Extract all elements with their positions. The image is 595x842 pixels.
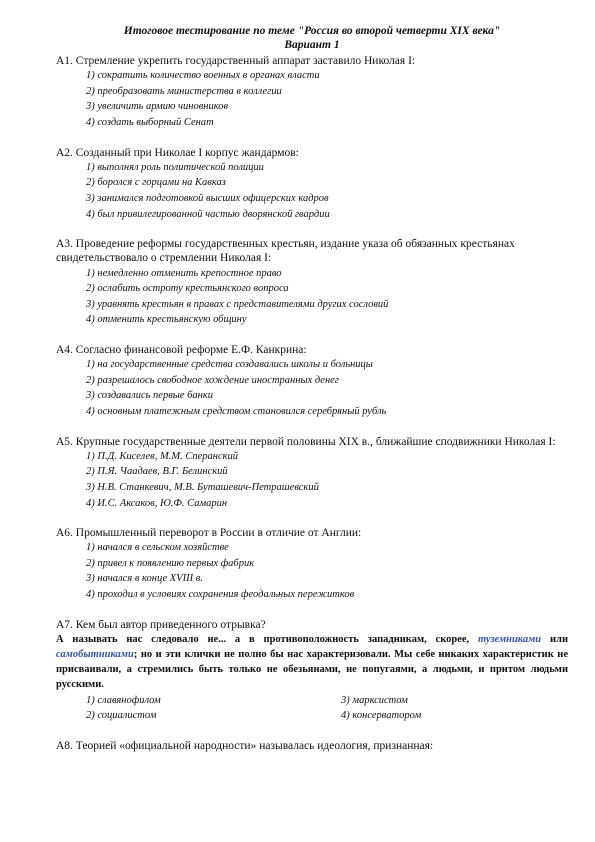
question-text: А3. Проведение реформы государственных крестьян, издание указа об обязанных крестьянах свидетельствовало о стремлении Николая I: — [56, 238, 515, 265]
answer-options — [86, 68, 568, 130]
question-text: А4. Согласно финансовой реформе Е.Ф. Канкрина: — [56, 343, 307, 356]
answer-option: 2) преобразовать министерства в коллегии — [86, 85, 282, 97]
question-text: А6. Промышленный переворот в России в отличие от Англии: — [56, 527, 362, 540]
answer-option: 3) начался в конце XVIII в. — [86, 573, 203, 585]
document-title: Итоговое тестирование по теме "Россия во второй четверти XIX века" — [123, 25, 501, 37]
test-page — [56, 24, 568, 768]
answer-option: 1) П.Д. Киселев, М.М. Сперанский — [86, 450, 239, 462]
answer-option: 3) создавались первые банки — [86, 390, 214, 402]
question-text: А8. Теорией «официальной народности» называлась идеология, признанная: — [56, 739, 434, 752]
answer-option: 2) боролся с горцами на Кавказ — [86, 177, 226, 189]
answer-option: 1) начался в сельском хозяйстве — [86, 542, 229, 554]
quote-highlight: самобытниками — [56, 649, 134, 661]
answer-option: 2) социалистом — [86, 710, 157, 722]
question-a1 — [56, 54, 568, 131]
question-text: А7. Кем был автор приведенного отрывка? — [56, 618, 266, 631]
answer-options — [86, 266, 568, 328]
answer-option: 2) привел к появлению первых фабрик — [86, 557, 255, 569]
answer-option: 1) выполнял роль политической полиции — [86, 161, 264, 173]
answer-option: 4) И.С. Аксаков, Ю.Ф. Самарин — [86, 497, 228, 509]
question-a7 — [56, 618, 568, 724]
answer-options — [86, 693, 568, 724]
quote-highlight: туземниками — [478, 633, 542, 645]
question-text: А2. Созданный при Николае I корпус жандармов: — [56, 146, 299, 159]
question-a8 — [56, 739, 568, 753]
answer-option: 2) ослабить остроту крестьянского вопроса — [86, 283, 289, 295]
answer-option: 3) Н.В. Станкевич, М.В. Буташевич-Петрашевский — [86, 481, 319, 493]
answer-options — [86, 160, 568, 222]
question-a3 — [56, 237, 568, 328]
answer-option: 1) славянофилом — [86, 694, 161, 706]
question-a2 — [56, 146, 568, 223]
quote-text: ; но и эти клички не полно бы нас характеризовали. Мы себе никаких характеристик не присваивали, а стремились быть только не обезьянами, не попугаями, а людьми, и притом людьми русскими. — [56, 649, 568, 691]
answer-option: 1) сократить количество военных в органах власти — [86, 70, 320, 82]
quote-excerpt — [56, 632, 568, 693]
question-a5 — [56, 435, 568, 512]
answer-options — [86, 449, 568, 511]
answer-options — [86, 357, 568, 419]
question-text: А5. Крупные государственные деятели первой половины XIX в., ближайшие сподвижники Николая I: — [56, 435, 556, 448]
answer-option: 4) создать выборный Сенат — [86, 116, 214, 128]
question-a6 — [56, 526, 568, 603]
question-text: А1. Стремление укрепить государственный аппарат заставило Николая I: — [56, 55, 416, 67]
answer-option: 4) проходил в условиях сохранения феодальных пережитков — [86, 589, 355, 601]
answer-option: 4) консерватором — [341, 710, 422, 722]
quote-text: А называть нас следовало не... а в противоположность западникам, скорее, — [56, 633, 479, 645]
answer-option: 3) занимался подготовкой высших офицерских кадров — [86, 192, 329, 204]
answer-option: 4) был привилегированной частью дворянской гвардии — [86, 208, 330, 220]
question-a4 — [56, 343, 568, 420]
answer-option: 3) уравнять крестьян в правах с представителями других сословий — [86, 298, 389, 310]
answer-options — [86, 540, 568, 602]
answer-option: 3) увеличить армию чиновников — [86, 101, 229, 113]
quote-text: или — [541, 633, 568, 645]
answer-option: 1) на государственные средства создавались школы и больницы — [86, 359, 373, 371]
answer-option: 2) П.Я. Чаадаев, В.Г. Белинский — [86, 466, 228, 478]
answer-option: 2) разрешалось свободное хождение иностранных денег — [86, 374, 339, 386]
answer-option: 1) немедленно отменить крепостное право — [86, 267, 282, 279]
variant-label: Вариант 1 — [284, 39, 340, 51]
answer-option: 4) отменить крестьянскую общину — [86, 314, 247, 326]
answer-option: 4) основным платежным средством становился серебряный рубль — [86, 405, 387, 417]
answer-option: 3) марксистом — [341, 694, 408, 706]
